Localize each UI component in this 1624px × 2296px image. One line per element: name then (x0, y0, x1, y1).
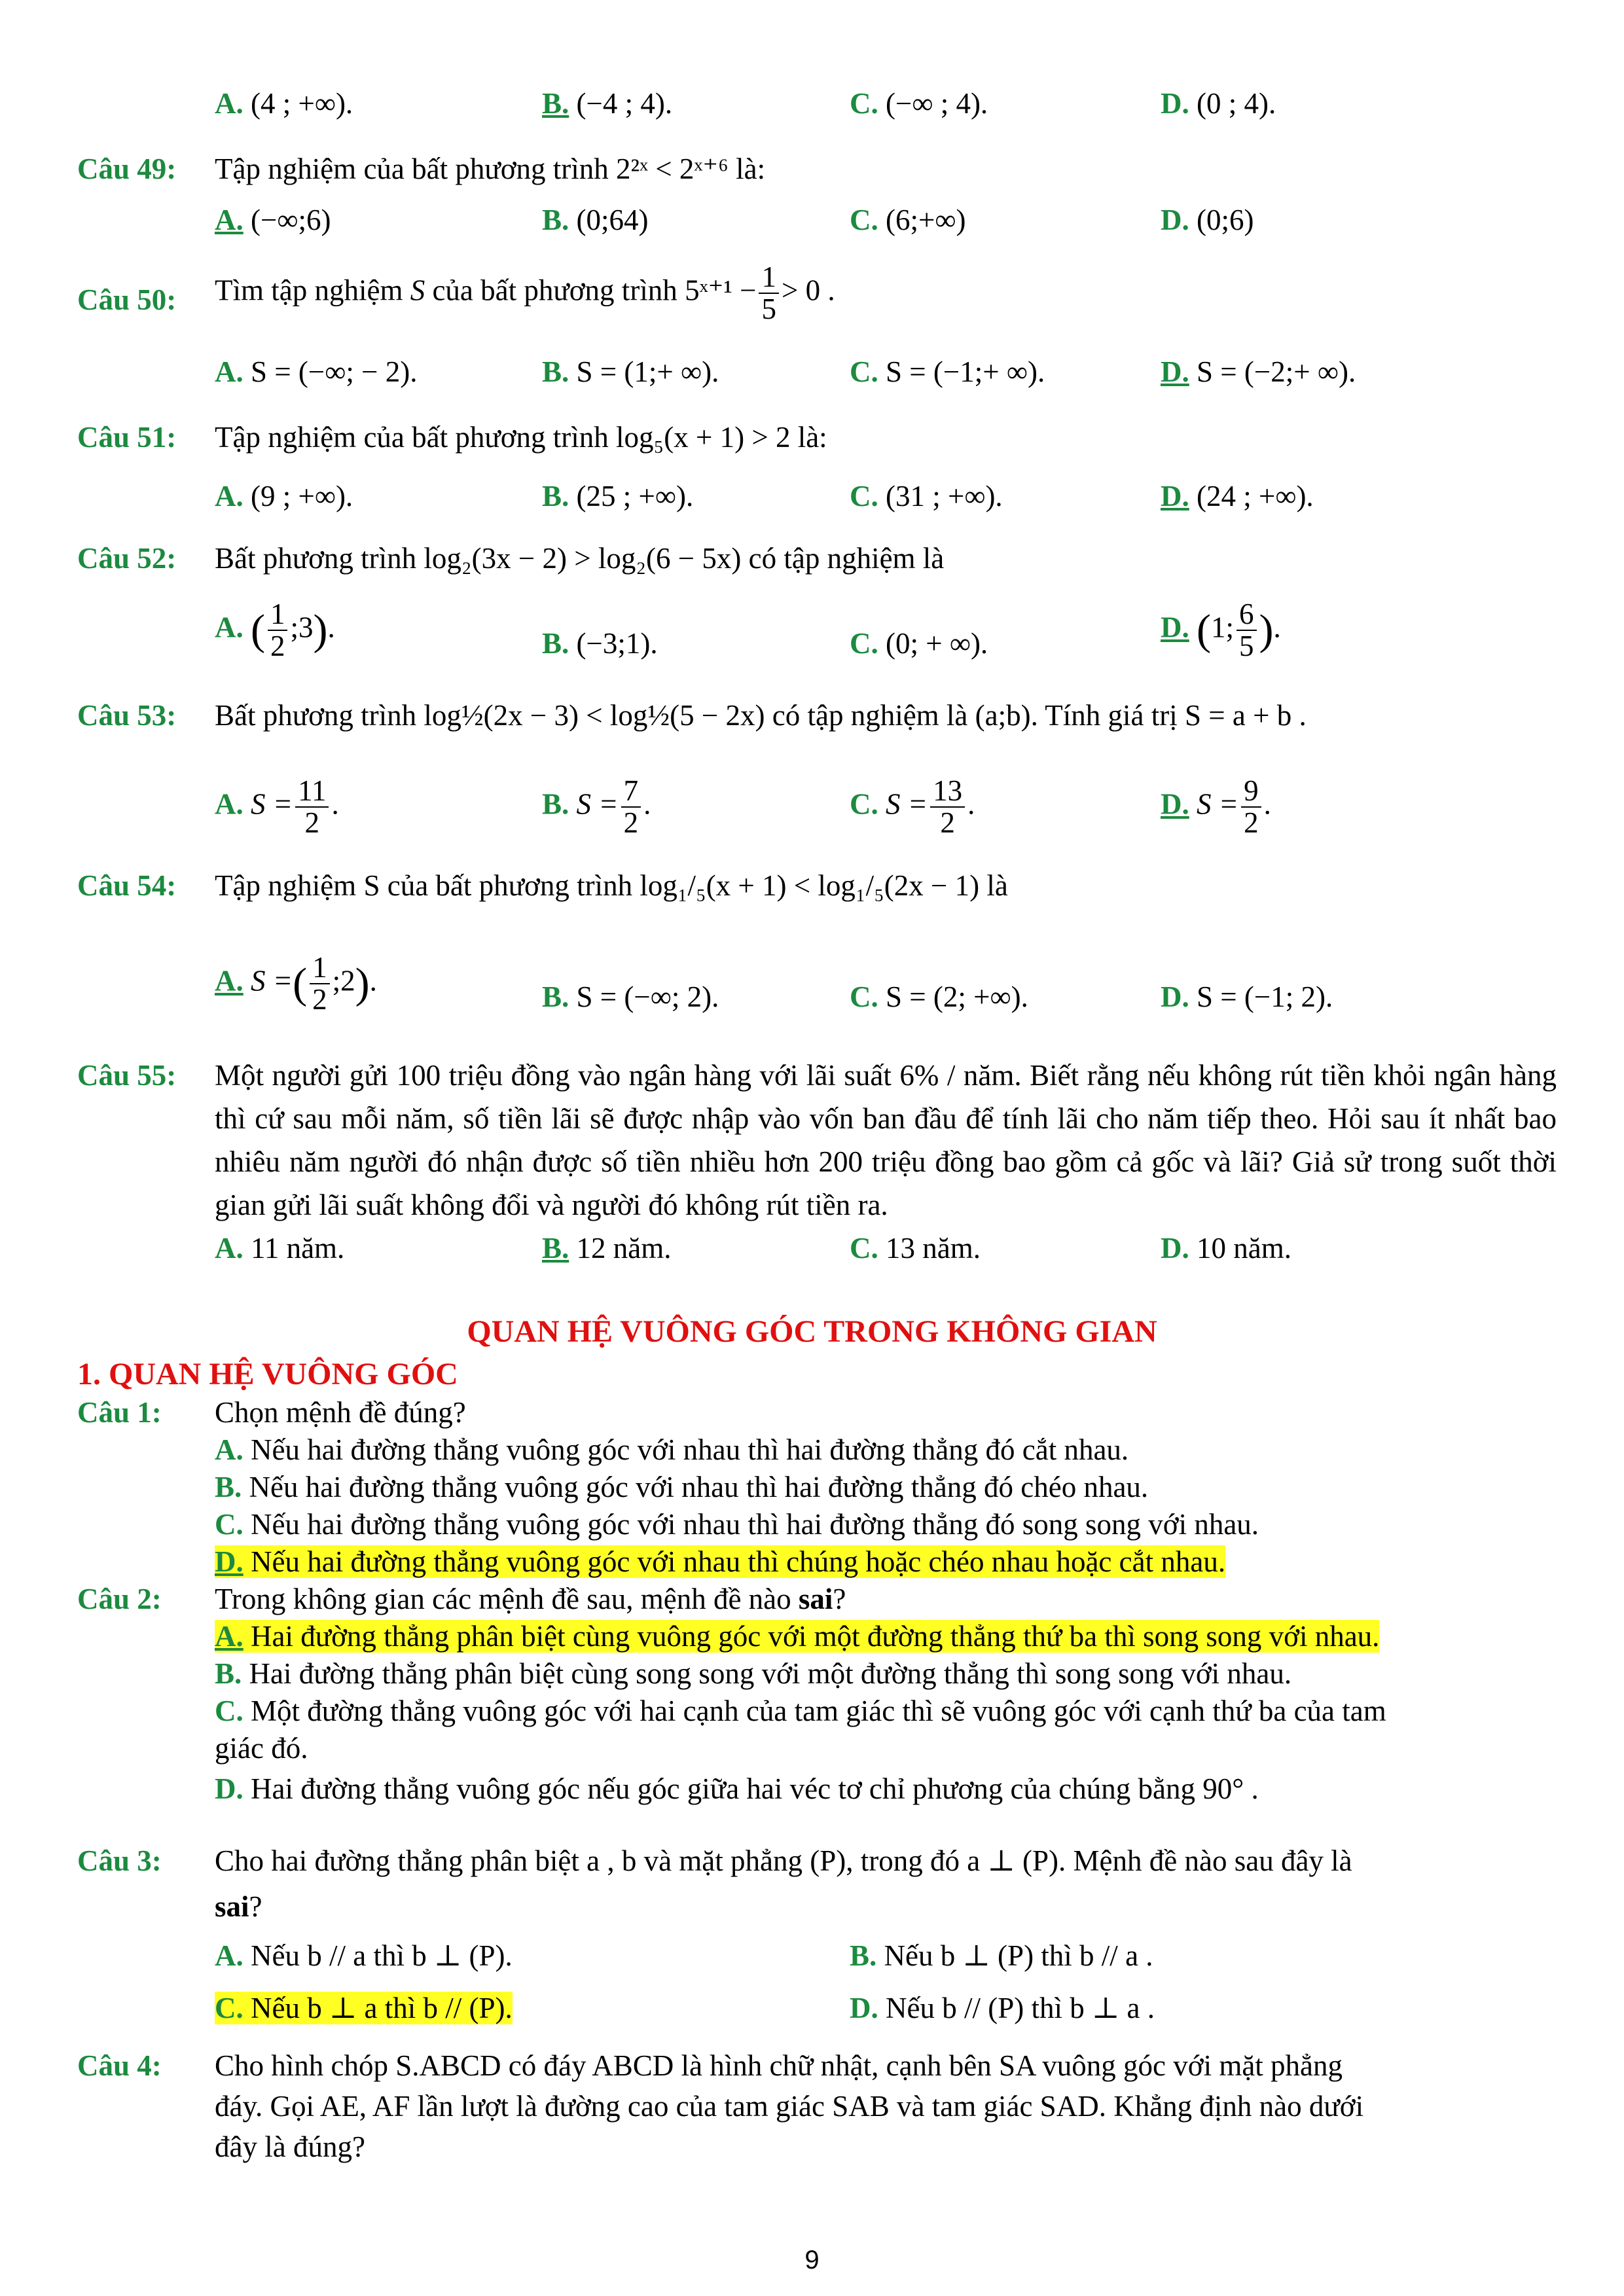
option-b: B. Nếu b ⊥ (P) thì b // a . (850, 1939, 1153, 1972)
question-text: Tập nghiệm của bất phương trình 2²ˣ < 2ˣ⁺⁶ là: (215, 152, 766, 185)
option-a: A. ( $\frac{1}{2}$ ;3). (215, 598, 335, 663)
option-a: A. Nếu b // a thì b ⊥ (P). (215, 1939, 513, 1972)
option-a: A. S =( $\frac{1}{2}$ ;2). (215, 951, 377, 1016)
question-label: Câu 4: (77, 2049, 162, 2082)
option-c: C. S = (2; +∞). (850, 980, 1028, 1013)
section-title: QUAN HỆ VUÔNG GÓC TRONG KHÔNG GIAN (467, 1314, 1157, 1349)
option-a: A. S = $\frac{11}{2}$ . (215, 774, 339, 840)
option-c: C. S = (−1;+ ∞). (850, 355, 1045, 388)
option-a: A. Nếu hai đường thẳng vuông góc với nhau thì hai đường thẳng đó cắt nhau. (215, 1433, 1129, 1466)
question-label: Câu 50: (77, 283, 177, 316)
option-d: D. (24 ; +∞). (1161, 480, 1314, 512)
option-a: A. (−∞;6) (215, 204, 331, 236)
question-text-continued: sai? (215, 1890, 262, 1923)
option-c-continued: giác đó. (215, 1732, 308, 1765)
option-c: C. (0; + ∞). (850, 627, 988, 660)
option-b: B. (−4 ; 4). (542, 87, 673, 120)
question-4 (77, 2045, 1557, 2176)
question-label: Câu 49: (77, 152, 177, 185)
question-55 (77, 1054, 1557, 1270)
question-text: Chọn mệnh đề đúng? (215, 1396, 466, 1429)
option-d: D. (0;6) (1161, 204, 1254, 236)
option-a: A. (9 ; +∞). (215, 480, 353, 512)
option-d: D. S = $\frac{9}{2}$ . (1161, 774, 1271, 840)
question-text-line-3: đây là đúng? (215, 2130, 365, 2163)
q48-options (77, 85, 1557, 124)
question-2 (77, 1581, 1557, 1823)
option-d: D. S = (−1; 2). (1161, 980, 1333, 1013)
option-c: C. Nếu b ⊥ a thì b // (P). (215, 1992, 513, 2024)
option-b: B. Nếu hai đường thẳng vuông góc với nhau thì hai đường thẳng đó chéo nhau. (215, 1471, 1149, 1503)
option-c: C. 13 năm. (850, 1232, 981, 1265)
question-text: Bất phương trình log½(2x − 3) < log½(5 − 2x) có tập nghiệm là (a;b). Tính giá trị S = a + b . (215, 699, 1307, 732)
option-d: D. Nếu b // (P) thì b ⊥ a . (850, 1992, 1155, 2024)
question-51 (77, 419, 1557, 524)
question-text: Tập nghiệm S của bất phương trình log₁/₅(x + 1) < log₁/₅(2x − 1) là (215, 869, 1008, 902)
question-53 (77, 697, 1557, 861)
option-a: A. S = (−∞; − 2). (215, 355, 418, 388)
option-c: C. S = $\frac{13}{2}$ . (850, 774, 975, 840)
option-b: B. Hai đường thẳng phân biệt cùng song song với một đường thẳng thì song song với nhau. (215, 1657, 1292, 1690)
option-b: B. (−3;1). (542, 627, 658, 660)
question-text: Cho hai đường thẳng phân biệt a , b và mặt phẳng (P), trong đó a ⊥ (P). Mệnh đề nào sau đây là (215, 1844, 1352, 1877)
option-d: D. (0 ; 4). (1161, 87, 1276, 120)
section-subtitle: 1. QUAN HỆ VUÔNG GÓC (77, 1357, 458, 1391)
question-1 (77, 1394, 1557, 1590)
question-label: Câu 55: (77, 1059, 177, 1092)
question-label: Câu 1: (77, 1396, 162, 1429)
option-b: B. S = $\frac{7}{2}$ . (542, 774, 651, 840)
question-49 (77, 151, 1557, 242)
option-d: D. (1; $\frac{6}{5}$ ). (1161, 598, 1281, 663)
question-label: Câu 51: (77, 421, 177, 454)
question-text: Tìm tập nghiệm S của bất phương trình 5ˣ⁺¹ − $\frac{1}{5}$ > 0 . (215, 260, 835, 326)
question-54 (77, 867, 1557, 1044)
option-b: B. 12 năm. (542, 1232, 672, 1265)
option-a: A. Hai đường thẳng phân biệt cùng vuông góc với một đường thẳng thứ ba thì song song với nhau. (215, 1620, 1380, 1653)
question-label: Câu 54: (77, 869, 177, 902)
page-number: 9 (804, 2246, 820, 2274)
option-d: D. 10 năm. (1161, 1232, 1291, 1265)
option-a: A. 11 năm. (215, 1232, 345, 1265)
question-text-line-1: Cho hình chóp S.ABCD có đáy ABCD là hình chữ nhật, cạnh bên SA vuông góc với mặt phẳng (215, 2049, 1343, 2082)
option-b: B. (0;64) (542, 204, 649, 236)
question-text: Trong không gian các mệnh đề sau, mệnh đề nào sai? (215, 1583, 846, 1615)
option-c: C. Một đường thẳng vuông góc với hai cạnh của tam giác thì sẽ vuông góc với cạnh thứ ba của tam (215, 1695, 1386, 1727)
option-c: C. (31 ; +∞). (850, 480, 1003, 512)
option-b: B. (25 ; +∞). (542, 480, 694, 512)
option-d: D. Nếu hai đường thẳng vuông góc với nhau thì chúng hoặc chéo nhau hoặc cắt nhau. (215, 1545, 1226, 1578)
option-b: B. S = (−∞; 2). (542, 980, 719, 1013)
option-d: D. S = (−2;+ ∞). (1161, 355, 1356, 388)
option-c: C. (−∞ ; 4). (850, 87, 988, 120)
question-text-line-2: đáy. Gọi AE, AF lần lượt là đường cao của tam giác SAB và tam giác SAD. Khẳng định nào dưới (215, 2090, 1364, 2123)
question-text: Bất phương trình log₂(3x − 2) > log₂(6 − 5x) có tập nghiệm là (215, 542, 945, 575)
question-label: Câu 3: (77, 1844, 162, 1877)
question-3 (77, 1842, 1557, 2039)
option-c: C. (6;+∞) (850, 204, 966, 236)
option-d: D. Hai đường thẳng vuông góc nếu góc giữa hai véc tơ chỉ phương của chúng bằng 90° . (215, 1772, 1259, 1805)
question-label: Câu 2: (77, 1583, 162, 1615)
option-b: B. S = (1;+ ∞). (542, 355, 719, 388)
option-c: C. Nếu hai đường thẳng vuông góc với nhau thì hai đường thẳng đó song song với nhau. (215, 1508, 1259, 1541)
question-label: Câu 53: (77, 699, 177, 732)
question-label: Câu 52: (77, 542, 177, 575)
question-52 (77, 540, 1557, 691)
question-text: Tập nghiệm của bất phương trình log₅(x + 1) > 2 là: (215, 421, 827, 454)
option-a: A. (4 ; +∞). (215, 87, 353, 120)
question-text: Một người gửi 100 triệu đồng vào ngân hàng với lãi suất 6% / năm. Biết rằng nếu không rút tiền khỏi ngân hàng thì cứ sau mỗi năm, số tiền lãi sẽ được nhập vào vốn ban đầu để tính lãi cho năm tiếp theo. Hỏi sau ít nhất bao nhiêu năm người đó nhận được số tiền nhiều hơn 200 triệu đồng bao gồm cả gốc và lãi? Giả sử trong suốt thời gian gửi lãi suất không đổi và người đó không rút tiền ra. (215, 1059, 1557, 1221)
question-50 (77, 262, 1557, 406)
